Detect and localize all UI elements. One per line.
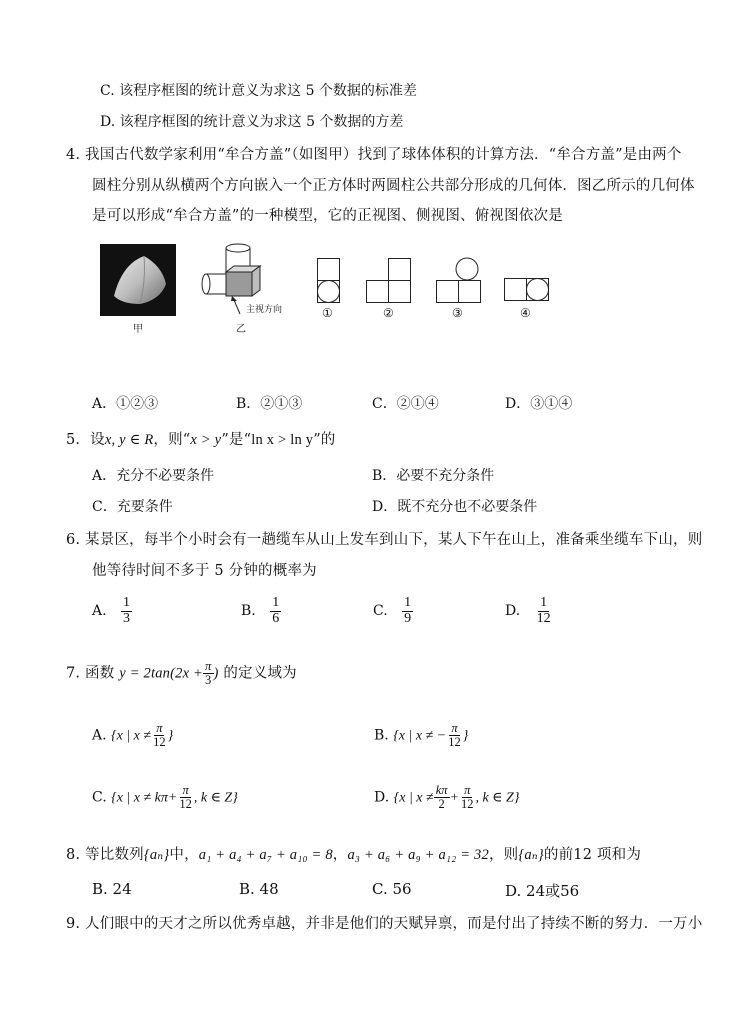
- q7-option-a-pre: {x | x ≠: [111, 728, 152, 744]
- q8-stem-mid3: ，则: [488, 847, 519, 863]
- caption-jia: 甲: [133, 324, 143, 335]
- q5-option-c: C．充要条件: [92, 499, 173, 515]
- q7-option-b-post: }: [462, 728, 469, 744]
- q6-option-b-den: 6: [272, 610, 280, 626]
- q7-option-a-num: π: [156, 721, 163, 735]
- q8-stem-post: 的前12 项和为: [543, 847, 642, 863]
- view-4-label: ④: [520, 306, 531, 320]
- q8-eq2: a₃ + a₆ + a₉ + a₁₂ = 32: [347, 847, 489, 863]
- q7-option-d-pre: {x | x ≠: [393, 790, 434, 806]
- q7-option-c-label: C.: [92, 789, 107, 806]
- q7-option-b-num: π: [451, 721, 458, 735]
- q7-stem: [66, 660, 297, 687]
- q4-option-d: D．③①④: [505, 396, 573, 412]
- q6-stem-line2: 他等待时间不多于 5 分钟的概率为: [92, 563, 317, 579]
- q7-option-a-label: A.: [92, 727, 107, 744]
- q7-option-a-den: 12: [153, 735, 166, 750]
- q8-seq2: {aₙ}: [518, 847, 544, 863]
- q7-func-den: 3: [205, 673, 212, 688]
- q8-stem-mid1: 中，: [169, 847, 199, 863]
- view-4-figure: [502, 276, 552, 304]
- q5-stem-vars: x, y ∈ R: [104, 432, 154, 448]
- q6-option-a-den: 3: [123, 610, 131, 626]
- view-1-figure: [314, 256, 348, 304]
- q6-option-a: [92, 596, 132, 626]
- q3-option-c: C. 该程序框图的统计意义为求这 5 个数据的标准差: [100, 83, 417, 99]
- q7-option-c-pre: {x | x ≠ kπ+: [111, 790, 178, 806]
- q4-option-b: B．②①③: [236, 396, 303, 412]
- q7-option-d-num1: kπ: [435, 783, 448, 797]
- q5-stem: [66, 428, 336, 449]
- q7-option-c-den: 12: [179, 797, 192, 812]
- q7-option-d-num2: π: [464, 783, 471, 797]
- q3-option-d: D. 该程序框图的统计意义为求这 5 个数据的方差: [100, 114, 404, 130]
- q6-option-c: [373, 596, 413, 626]
- q4-option-c: C．②①④: [372, 396, 439, 412]
- q7-option-c-num: π: [182, 783, 189, 797]
- q8-eq1: a₁ + a₄ + a₇ + a₁₀ = 8: [198, 847, 333, 863]
- q7-option-b-den: 12: [448, 735, 461, 750]
- q5-condition-1: x > y: [190, 432, 222, 448]
- q5-option-d: D．既不充分也不必要条件: [372, 499, 538, 515]
- q8-stem-mid2: ，: [332, 847, 348, 863]
- q7-option-d-mid: +: [449, 790, 459, 806]
- q4-stem-line3: 是可以形成“牟合方盖”的一种模型，它的正视图、侧视图、俯视图依次是: [92, 208, 563, 224]
- q7-option-b-pre: {x | x ≠ −: [393, 728, 447, 744]
- q7-option-c: [92, 784, 238, 811]
- q7-option-c-post: , k ∈ Z}: [193, 790, 238, 806]
- q7-option-b: [374, 722, 468, 749]
- q9-stem-line1: 9. 人们眼中的天才之所以优秀卓越，并非是他们的天赋异禀，而是付出了持续不断的努力．一万小: [66, 916, 703, 932]
- q7-option-d-post: , k ∈ Z}: [475, 790, 520, 806]
- view-2-label: ②: [383, 306, 394, 320]
- q4-option-a: A．①②③: [92, 396, 159, 412]
- q5-stem-post: ”的: [313, 432, 336, 448]
- q6-option-d: [505, 596, 553, 626]
- view-1-label: ①: [322, 306, 333, 320]
- q7-option-d-label: D.: [374, 789, 390, 806]
- caption-yi: 乙: [236, 324, 246, 335]
- q7-option-d: [374, 784, 519, 811]
- q6-option-c-num: 1: [404, 595, 412, 610]
- q6-option-b-label: B.: [241, 603, 256, 620]
- q5-condition-2: ln x > ln y: [251, 432, 314, 448]
- q6-stem-line1: 6. 某景区，每半个小时会有一趟缆车从山上发车到山下，某人下午在山上，准备乘坐缆车下山，则: [66, 532, 703, 548]
- q5-option-b: B．必要不充分条件: [372, 468, 495, 484]
- q6-option-d-num: 1: [540, 595, 548, 610]
- q7-option-b-label: B.: [374, 727, 389, 744]
- q6-option-d-den: 12: [536, 610, 551, 626]
- figure-jia-photo: [100, 244, 176, 316]
- q8-option-2: B. 48: [239, 880, 279, 898]
- q7-option-d-den1: 2: [438, 797, 445, 812]
- q8-stem: [66, 843, 641, 864]
- q7-func-lhs: y = 2tan(2x +: [119, 665, 204, 682]
- q8-option-4: D. 24或56: [505, 882, 580, 900]
- q8-option-3: C. 56: [372, 880, 412, 898]
- q7-option-d-den2: 12: [460, 797, 474, 812]
- q7-option-a-post: }: [167, 728, 174, 744]
- q7-option-a: [92, 722, 173, 749]
- q5-stem-mid1: ，则“: [153, 432, 191, 448]
- q7-func-rhs: ): [213, 665, 219, 682]
- q8-option-1: B. 24: [92, 880, 132, 898]
- q7-func-num: π: [205, 659, 212, 673]
- q6-option-a-num: 1: [123, 595, 131, 610]
- view-3-figure: [434, 256, 484, 304]
- q6-option-d-label: D.: [505, 603, 521, 620]
- q5-stem-pre: 5．设: [66, 432, 105, 448]
- view-2-figure: [364, 256, 414, 304]
- q7-stem-post: 的定义域为: [223, 665, 297, 682]
- q6-option-a-label: A.: [92, 603, 107, 620]
- view-3-label: ③: [452, 306, 463, 320]
- q6-option-c-den: 9: [404, 610, 412, 626]
- q5-stem-mid2: ”是“: [221, 432, 252, 448]
- q4-stem-line2: 圆柱分别从纵横两个方向嵌入一个正方体时两圆柱公共部分形成的几何体．图乙所示的几何体: [92, 178, 695, 194]
- q7-stem-pre: 7. 函数: [66, 665, 115, 682]
- caption-main-view-direction: 主视方向: [246, 305, 283, 315]
- q5-option-a: A．充分不必要条件: [92, 468, 215, 484]
- q8-seq: {aₙ}: [143, 847, 170, 863]
- q6-option-c-label: C.: [373, 603, 388, 620]
- q6-option-b-num: 1: [272, 595, 280, 610]
- q8-stem-pre: 8. 等比数列: [66, 847, 144, 863]
- q4-stem-line1: 4. 我国古代数学家利用“牟合方盖”（如图甲）找到了球体体积的计算方法．“牟合方盖”是由两个: [66, 147, 682, 163]
- q6-option-b: [241, 596, 281, 626]
